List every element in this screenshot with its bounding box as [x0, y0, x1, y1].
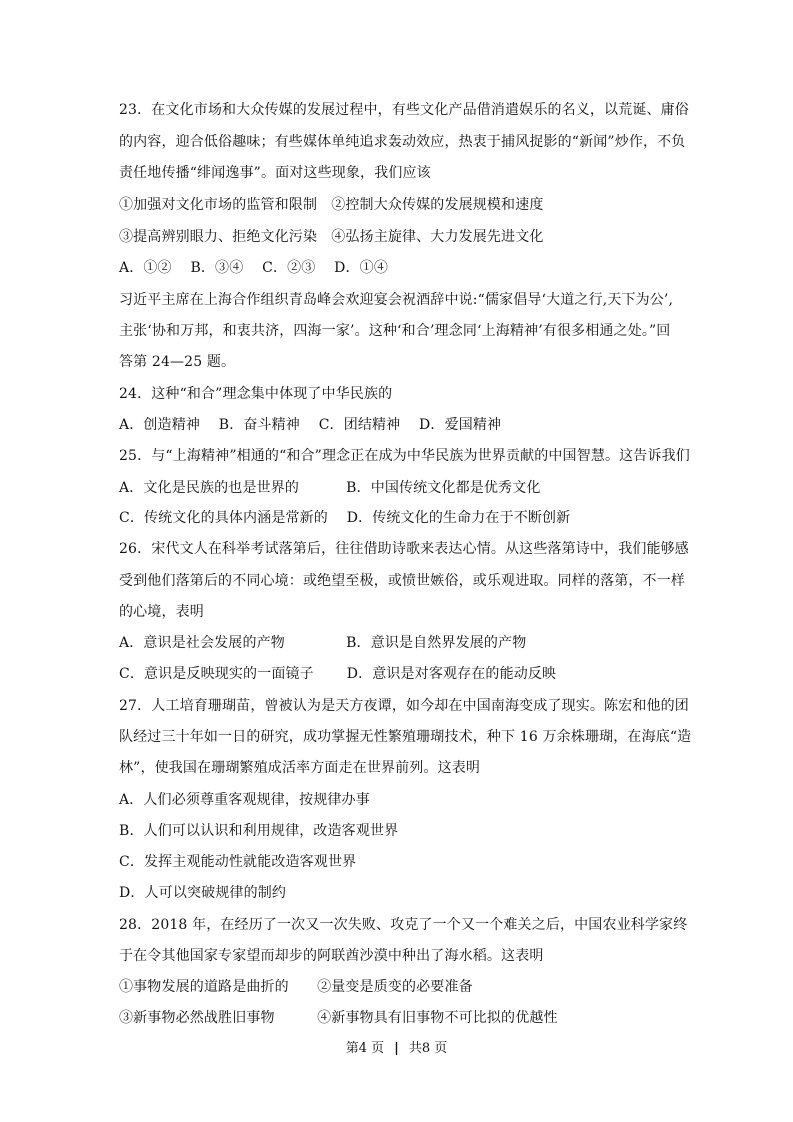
page-total: 共8 页	[408, 1041, 448, 1056]
text-line: ①加强对文化市场的监管和限制 ②控制大众传媒的发展规模和速度	[119, 197, 544, 213]
text-line: A．人们必须尊重客观规律，按规律办事	[119, 792, 370, 808]
text-line: 26．宋代文人在科举考试落第后，往往借助诗歌来表达心情。从这些落第诗中，我们能够感	[119, 541, 689, 557]
text-line: 受到他们落第后的不同心境：或绝望至极，或愤世嫉俗，或乐观进取。同样的落第，不一样	[119, 573, 685, 589]
text-line: 28．2018 年，在经历了一次又一次失败、攻克了一个又一个难关之后，中国农业科学家终	[119, 917, 688, 933]
text-line: ①事物发展的道路是曲折的 ②量变是质变的必要准备	[119, 979, 473, 995]
text-line: 27．人工培育珊瑚苗，曾被认为是天方夜谭，如今却在中国南海变成了现实。陈宏和他的团	[119, 698, 689, 714]
page-footer	[0, 1040, 793, 1058]
text-line: D．人可以突破规律的制约	[119, 885, 287, 901]
text-line: 队经过三十年如一日的研究，成功掌握无性繁殖珊瑚技术，种下 16 万余株珊瑚，在海底“造	[119, 729, 692, 745]
text-line: A．①② B．③④ C．②③ D．①④	[119, 260, 388, 276]
text-line: 责任地传播“绯闻逸事”。面对这些现象，我们应该	[119, 165, 431, 181]
text-line: ③新事物必然战胜旧事物 ④新事物具有旧事物不可比拟的优越性	[119, 1010, 558, 1026]
text-line: C．发挥主观能动性就能改造客观世界	[119, 854, 357, 870]
text-line: A．意识是社会发展的产物 B．意识是自然界发展的产物	[119, 635, 527, 651]
text-line: C．意识是反映现实的一面镜子 D．意识是对客观存在的能动反映	[119, 666, 557, 682]
text-line: 答第 24—25 题。	[119, 354, 236, 370]
text-line: B．人们可以认识和利用规律，改造客观世界	[119, 823, 399, 839]
text-line: A．创造精神 B．奋斗精神 C．团结精神 D．爱国精神	[119, 417, 502, 433]
text-line: 的心境，表明	[119, 604, 204, 620]
text-line: ③提高辨别眼力、拒绝文化污染 ④弘扬主旋律、大力发展先进文化	[119, 229, 544, 245]
text-line: 主张‘协和万邦，和衷共济，四海一家’。这种‘和合’理念同‘上海精神’有很多相通之处。”回	[119, 323, 671, 339]
text-line: 习近平主席在上海合作组织青岛峰会欢迎宴会祝酒辞中说:“儒家倡导‘大道之行,天下为公’,	[119, 292, 674, 308]
text-line: 24．这种“和合”理念集中体现了中华民族的	[119, 386, 393, 402]
text-line: 林”，使我国在珊瑚繁殖成活率方面走在世界前列。这表明	[119, 760, 481, 776]
page-number: 第4 页	[345, 1041, 385, 1056]
text-line: 23．在文化市场和大众传媒的发展过程中，有些文化产品借消遣娱乐的名义，以荒诞、庸俗	[119, 102, 689, 118]
text-line: 于在令其他国家专家望而却步的阿联酋沙漠中种出了海水稻。这表明	[119, 948, 544, 964]
text-line: A．文化是民族的也是世界的 B．中国传统文化都是优秀文化	[119, 480, 541, 496]
footer-separator: |	[394, 1041, 399, 1056]
text-line: 的内容，迎合低俗趣味；有些媒体单纯追求轰动效应，热衷于捕风捉影的“新闻”炒作，不负	[119, 134, 686, 150]
text-line: 25．与“上海精神”相通的“和合”理念正在成为中华民族为世界贡献的中国智慧。这告诉我们	[119, 448, 690, 464]
text-line: C．传统文化的具体内涵是常新的 D．传统文化的生命力在于不断创新	[119, 510, 571, 526]
